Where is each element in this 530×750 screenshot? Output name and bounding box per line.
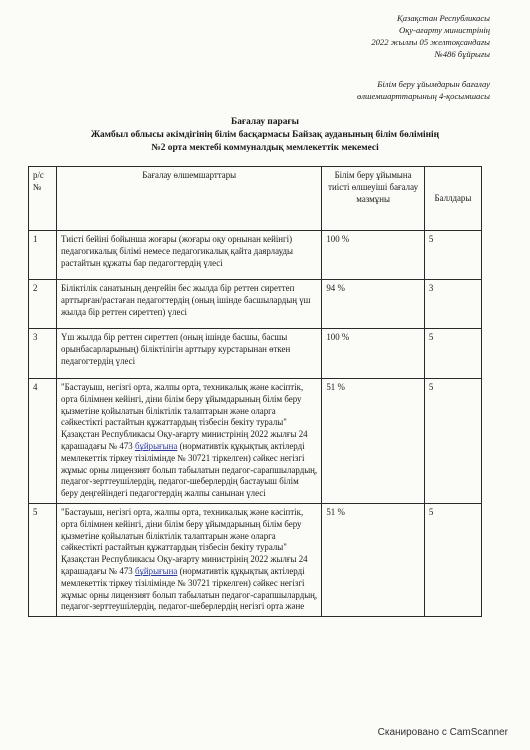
row-value: 51 % <box>322 503 424 616</box>
row-num: 5 <box>29 503 57 616</box>
table-row <box>29 379 482 504</box>
order-line-number: №486 бұйрығы <box>434 49 490 59</box>
row-points: 5 <box>424 503 481 616</box>
order-link[interactable]: бұйрығына <box>134 440 178 451</box>
criteria-text-a: "Бастауыш, негізгі орта, жалпы орта, техникалық және кәсіптік, орта білімнен кейінгі, діни білім беру ұйымдарының білім беру қызметіне қойылатын біліктілік талаптарын және оларга сәйкестікті растайтын құжаттардың тізбесін бекіту туралы" Қазақстан Республикасы Оқу-ағарту министрінің 2022 жылғы 24 қарашадағы № 473 <box>61 506 308 576</box>
scanner-watermark: Сканировано с CamScanner <box>377 727 508 738</box>
header-num: р/с № <box>29 167 57 231</box>
row-criteria <box>57 379 322 504</box>
row-criteria <box>57 503 322 616</box>
table-header-row <box>29 167 482 231</box>
header-criteria: Бағалау өлшемшарттары <box>57 167 322 231</box>
header-content: Білім беру ұйымына тиісті өлшеуіші бағалау мазмұны <box>322 167 424 231</box>
table-row <box>29 503 482 616</box>
annex-line-1: Білім беру ұйымдарын бағалау <box>377 79 490 89</box>
row-num: 2 <box>29 280 57 329</box>
order-link[interactable]: бұйрығына <box>134 565 178 576</box>
row-value: 100 % <box>322 231 424 280</box>
criteria-text-a: "Бастауыш, негізгі орта, жалпы орта, техникалық және кәсіптік, орта білімнен кейінгі, діни білім беру ұйымдарының білім беру қызметіне қойылатын біліктілік талаптарын және оларга сәйкестікті растайтын құжаттардың тізбесін бекіту туралы" Қазақстан Республикасы Оқу-ағарту министрінің 2022 жылғы 24 қарашадағы № 473 <box>61 382 308 451</box>
title-line-2: Жамбыл облысы әкімдігінің білім басқармасы Байзақ ауданының білім бөлімінің <box>90 130 440 140</box>
table-row <box>29 280 482 329</box>
row-criteria: Үш жылда бір реттен сиреттеп (оның ішінде басшы, басшы орынбасарларының) біліктілігін арттыру курстарынан өткен педагогтердің үлесі <box>57 329 322 379</box>
row-num: 1 <box>29 231 57 280</box>
order-reference <box>371 12 490 60</box>
order-line-ministry: Оқу-ағарту министрінің <box>399 25 490 35</box>
title-line-1: Бағалау парағы <box>231 117 299 127</box>
order-line-date: 2022 жылғы 05 желтоқсандағы <box>371 37 490 47</box>
row-value: 100 % <box>322 329 424 379</box>
row-num: 3 <box>29 329 57 379</box>
annex-reference <box>357 78 490 102</box>
annex-line-2: өлшемшарттарының 4-қосымшасы <box>356 91 490 101</box>
row-criteria: Біліктілік санатының деңгейін бес жылда бір реттен сиреттеп арттырған/растаған педагогтердің (оның ішінде басшылардың үш жылда бір реттен сиреттеп) үлесі <box>57 280 322 329</box>
criteria-text-b: (нормативтік құқықтық актілерді мемлекеттік тіркеу тізілімінде № 30721 тіркелген) сәйкес негізгі жұмыс орны лицензият болып табылатын педагог-сарапшылардың, педагог-зерттеушілердің, педагог-шеберлердің негізгі орта және <box>61 565 318 612</box>
table-row <box>29 231 482 280</box>
table-row <box>29 329 482 379</box>
row-criteria: Тиісті бейіні бойынша жоғары (жоғары оқу орнынан кейінгі) педагогикалық білімі немесе педагогикалық қайта даярлауды растайтын құжаты бар педагогтердің үлесі <box>57 231 322 280</box>
header-points: Баллдары <box>424 167 481 231</box>
criteria-text-b: (нормативтік құқықтық актілерді мемлекеттік тіркеу тізілімінде № 30721 тіркелген) сәйкес негізгі жұмыс орны лицензият болып табылатын педагог-сарапшылардың, педагог-зерттеушілердің, педагог-шеберлердің бастауыш білім беру деңгейіндегі педагогтердің жалпы санынан үлесі <box>61 440 318 499</box>
title-line-3: №2 орта мектебі коммуналдық мемлекеттік мекемесі <box>151 143 379 153</box>
assessment-table <box>28 166 482 617</box>
row-value: 51 % <box>322 379 424 504</box>
row-points: 5 <box>424 329 481 379</box>
document-title <box>0 116 530 155</box>
row-value: 94 % <box>322 280 424 329</box>
order-line-country: Қазақстан Республикасы <box>397 13 490 23</box>
row-points: 5 <box>424 231 481 280</box>
row-points: 5 <box>424 379 481 504</box>
row-points: 3 <box>424 280 481 329</box>
row-num: 4 <box>29 379 57 504</box>
